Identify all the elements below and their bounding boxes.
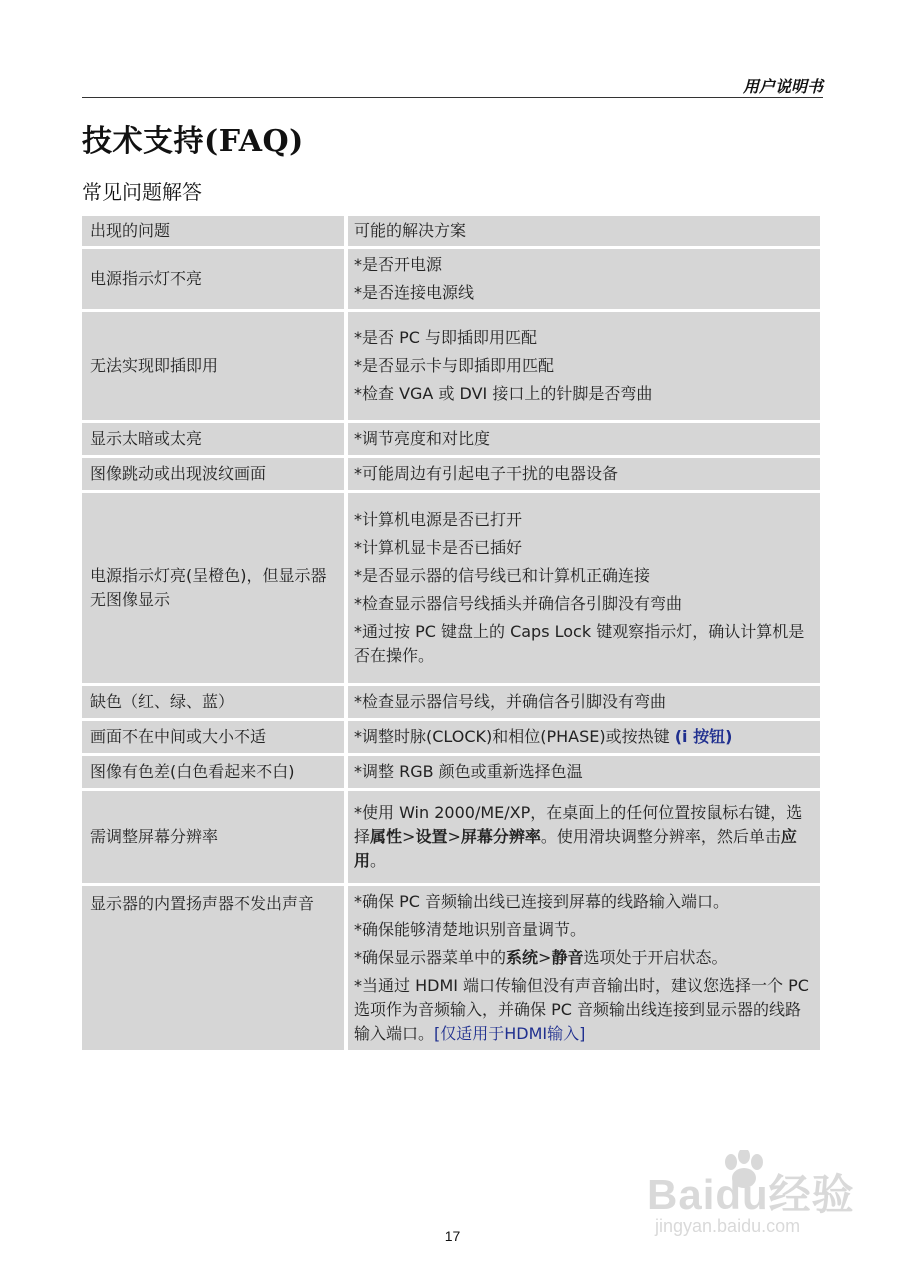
header-title: 用户说明书 [742, 77, 823, 96]
table-row [82, 423, 820, 455]
solution-text: *使用 Win 2000/ME/XP，在桌面上的任何位置按鼠标右键，选择 [354, 803, 803, 846]
solution-line: *确保 PC 音频输出线已连接到屏幕的线路输入端口。 [354, 892, 729, 911]
solution-line [354, 723, 812, 751]
solution-cell [348, 791, 820, 883]
problem-cell: 电源指示灯亮(呈橙色)，但显示器无图像显示 [82, 493, 348, 683]
column-header-problem: 出现的问题 [82, 216, 348, 246]
menu-term: 设置 [415, 827, 448, 846]
table-header-row [82, 216, 820, 246]
table-row [82, 686, 820, 718]
solution-text: *调整时脉(CLOCK)和相位(PHASE)或按热键 [354, 727, 675, 746]
section-title: 常见问题解答 [82, 180, 202, 204]
solution-text: > [402, 827, 416, 846]
solution-cell [348, 458, 820, 490]
problem-cell: 无法实现即插即用 [82, 312, 348, 420]
table-row [82, 493, 820, 683]
hotkey-note: (i 按钮) [674, 727, 733, 746]
solution-line: *是否显示卡与即插即用匹配 [354, 356, 555, 375]
table-row [82, 458, 820, 490]
solution-cell [348, 493, 820, 683]
problem-cell: 需调整屏幕分辨率 [82, 791, 348, 883]
hdmi-note: [仅适用于HDMI输入] [434, 1024, 586, 1043]
solution-line: *调整 RGB 颜色或重新选择色温 [354, 762, 583, 781]
solution-line: *计算机电源是否已打开 [354, 510, 523, 529]
solution-cell [348, 756, 820, 788]
solution-text: 。使用滑块调整分辨率，然后单击 [540, 827, 781, 846]
solution-cell [348, 423, 820, 455]
solution-line: *是否 PC 与即插即用匹配 [354, 328, 537, 347]
solution-line [354, 972, 812, 1048]
solution-line: *计算机显卡是否已插好 [354, 538, 523, 557]
menu-term: 属性 [370, 827, 403, 846]
solution-line: *检查显示器信号线插头并确信各引脚没有弯曲 [354, 594, 683, 613]
solution-line: *检查显示器信号线，并确信各引脚没有弯曲 [354, 692, 667, 711]
solution-line: *是否开电源 [354, 255, 443, 274]
table-row [82, 756, 820, 788]
table-row [82, 791, 820, 883]
solution-line: *是否连接电源线 [354, 283, 475, 302]
menu-term: 屏幕分辨率 [460, 827, 541, 846]
solution-text: > [447, 827, 461, 846]
solution-line: *检查 VGA 或 DVI 接口上的针脚是否弯曲 [354, 384, 653, 403]
watermark-brand: Baidu经验 [647, 1171, 855, 1218]
problem-cell: 图像跳动或出现波纹画面 [82, 458, 348, 490]
page-title: 技术支持(FAQ) [82, 124, 304, 159]
solution-text: > [538, 948, 552, 967]
solution-line [354, 944, 812, 972]
solution-text: 选项处于开启状态。 [583, 948, 728, 967]
column-header-solution: 可能的解决方案 [348, 216, 820, 246]
table-row [82, 721, 820, 753]
header-rule [82, 97, 823, 98]
solution-cell [348, 312, 820, 420]
problem-cell: 电源指示灯不亮 [82, 249, 348, 309]
watermark-url: jingyan.baidu.com [655, 1216, 801, 1236]
solution-line: *是否显示器的信号线已和计算机正确连接 [354, 566, 651, 585]
menu-term: 应用 [354, 827, 797, 870]
problem-cell: 显示器的内置扬声器不发出声音 [82, 886, 348, 1050]
problem-cell: 画面不在中间或大小不适 [82, 721, 348, 753]
solution-text: 。 [370, 851, 387, 870]
solution-cell [348, 886, 820, 1050]
page-number: 17 [444, 1228, 461, 1244]
solution-line: *确保能够清楚地识别音量调节。 [354, 920, 587, 939]
solution-text: *当通过 HDMI 端口传输但没有声音输出时，建议您选择一个 PC 选项作为音频输入，并确保 PC 音频输出线连接到显示器的线路输入端口。 [354, 976, 809, 1043]
solution-cell [348, 249, 820, 309]
solution-line: *通过按 PC 键盘上的 Caps Lock 键观察指示灯，确认计算机是否在操作。 [354, 622, 805, 665]
menu-term: 系统 [506, 948, 539, 967]
solution-cell [348, 721, 820, 753]
menu-term: 静音 [551, 948, 584, 967]
solution-line: *可能周边有引起电子干扰的电器设备 [354, 464, 619, 483]
solution-text: *确保显示器菜单中的 [354, 948, 507, 967]
solution-cell [348, 686, 820, 718]
solution-line: *调节亮度和对比度 [354, 429, 491, 448]
problem-cell: 显示太暗或太亮 [82, 423, 348, 455]
table-row [82, 886, 820, 1050]
table-row [82, 249, 820, 309]
faq-table [82, 213, 820, 1053]
problem-cell: 图像有色差(白色看起来不白) [82, 756, 348, 788]
solution-line [354, 799, 812, 875]
problem-cell: 缺色（红、绿、蓝） [82, 686, 348, 718]
table-row [82, 312, 820, 420]
